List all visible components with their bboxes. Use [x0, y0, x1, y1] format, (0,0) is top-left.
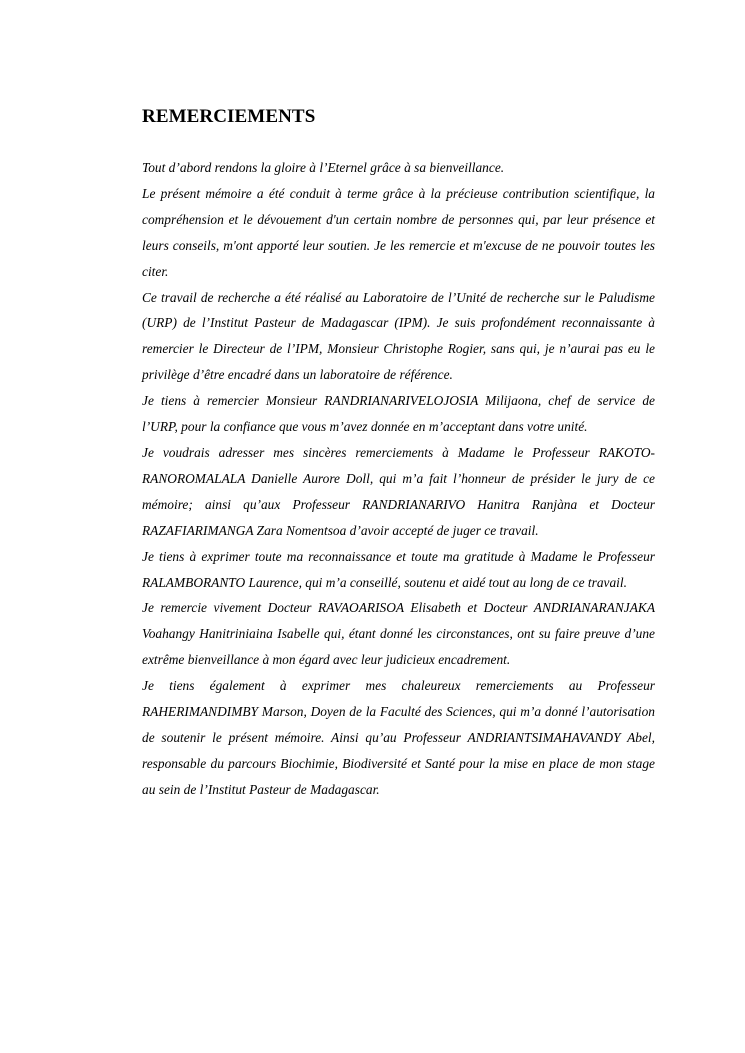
- paragraph-contributions: Le présent mémoire a été conduit à terme grâce à la précieuse contribution scientifique, la compréhension et le dévouement d'un certain nombre de personnes qui, par leur présence et leurs conseils, m'ont apporté leur soutien. Je les remercie et m'excuse de ne pouvoir toutes les citer.: [142, 185, 655, 279]
- page-title: REMERCIEMENTS: [142, 106, 316, 127]
- paragraph-intro: Tout d’abord rendons la gloire à l’Eternel grâce à sa bienveillance.: [142, 160, 505, 175]
- paragraph-laboratory: Ce travail de recherche a été réalisé au Laboratoire de l’Unité de recherche sur le Paludisme (URP) de l’Institut Pasteur de Madagascar (IPM). Je suis profondément reconnaissante à remercier le Directeur de l’IPM, Monsieur Christophe Rogier, sans qui, je n’aurai pas eu le privilège d’être encadré dans un laboratoire de référence.: [142, 289, 655, 383]
- paragraph-co-supervisors: Je remercie vivement Docteur RAVAOARISOA Elisabeth et Docteur ANDRIANARANJAKA Voahangy Hanitriniaina Isabelle qui, étant donné les circonstances, ont su faire preuve d’une extrême bienveillance à mon égard avec leur judicieux encadrement.: [142, 600, 655, 668]
- paragraph-supervisor: Je tiens à exprimer toute ma reconnaissance et toute ma gratitude à Madame le Professeur RALAMBORANTO Laurence, qui m’a conseillé, soutenu et aidé tout au long de ce travail.: [142, 548, 655, 590]
- paragraph-jury: Je voudrais adresser mes sincères remerciements à Madame le Professeur RAKOTO-RANOROMALALA Danielle Aurore Doll, qui m’a fait l’honneur de présider le jury de ce mémoire; ainsi qu’aux Professeur RANDRIANARIVO Hanitra Ranjàna et Docteur RAZAFIARIMANGA Zara Nomentsoa d’avoir accepté de juger ce travail.: [142, 444, 655, 538]
- acknowledgements-body: [142, 155, 655, 803]
- paragraph-faculty: Je tiens également à exprimer mes chaleureux remerciements au Professeur RAHERIMANDIMBY Marson, Doyen de la Faculté des Sciences, qui m’a donné l’autorisation de soutenir le présent mémoire. Ainsi qu’au Professeur ANDRIANTSIMAHAVANDY Abel, responsable du parcours Biochimie, Biodiversité et Santé pour la mise en place de mon stage au sein de l’Institut Pasteur de Madagascar.: [142, 678, 655, 797]
- paragraph-service-chief: Je tiens à remercier Monsieur RANDRIANARIVELOJOSIA Milijaona, chef de service de l’URP, pour la confiance que vous m’avez donnée en m’acceptant dans votre unité.: [142, 393, 655, 435]
